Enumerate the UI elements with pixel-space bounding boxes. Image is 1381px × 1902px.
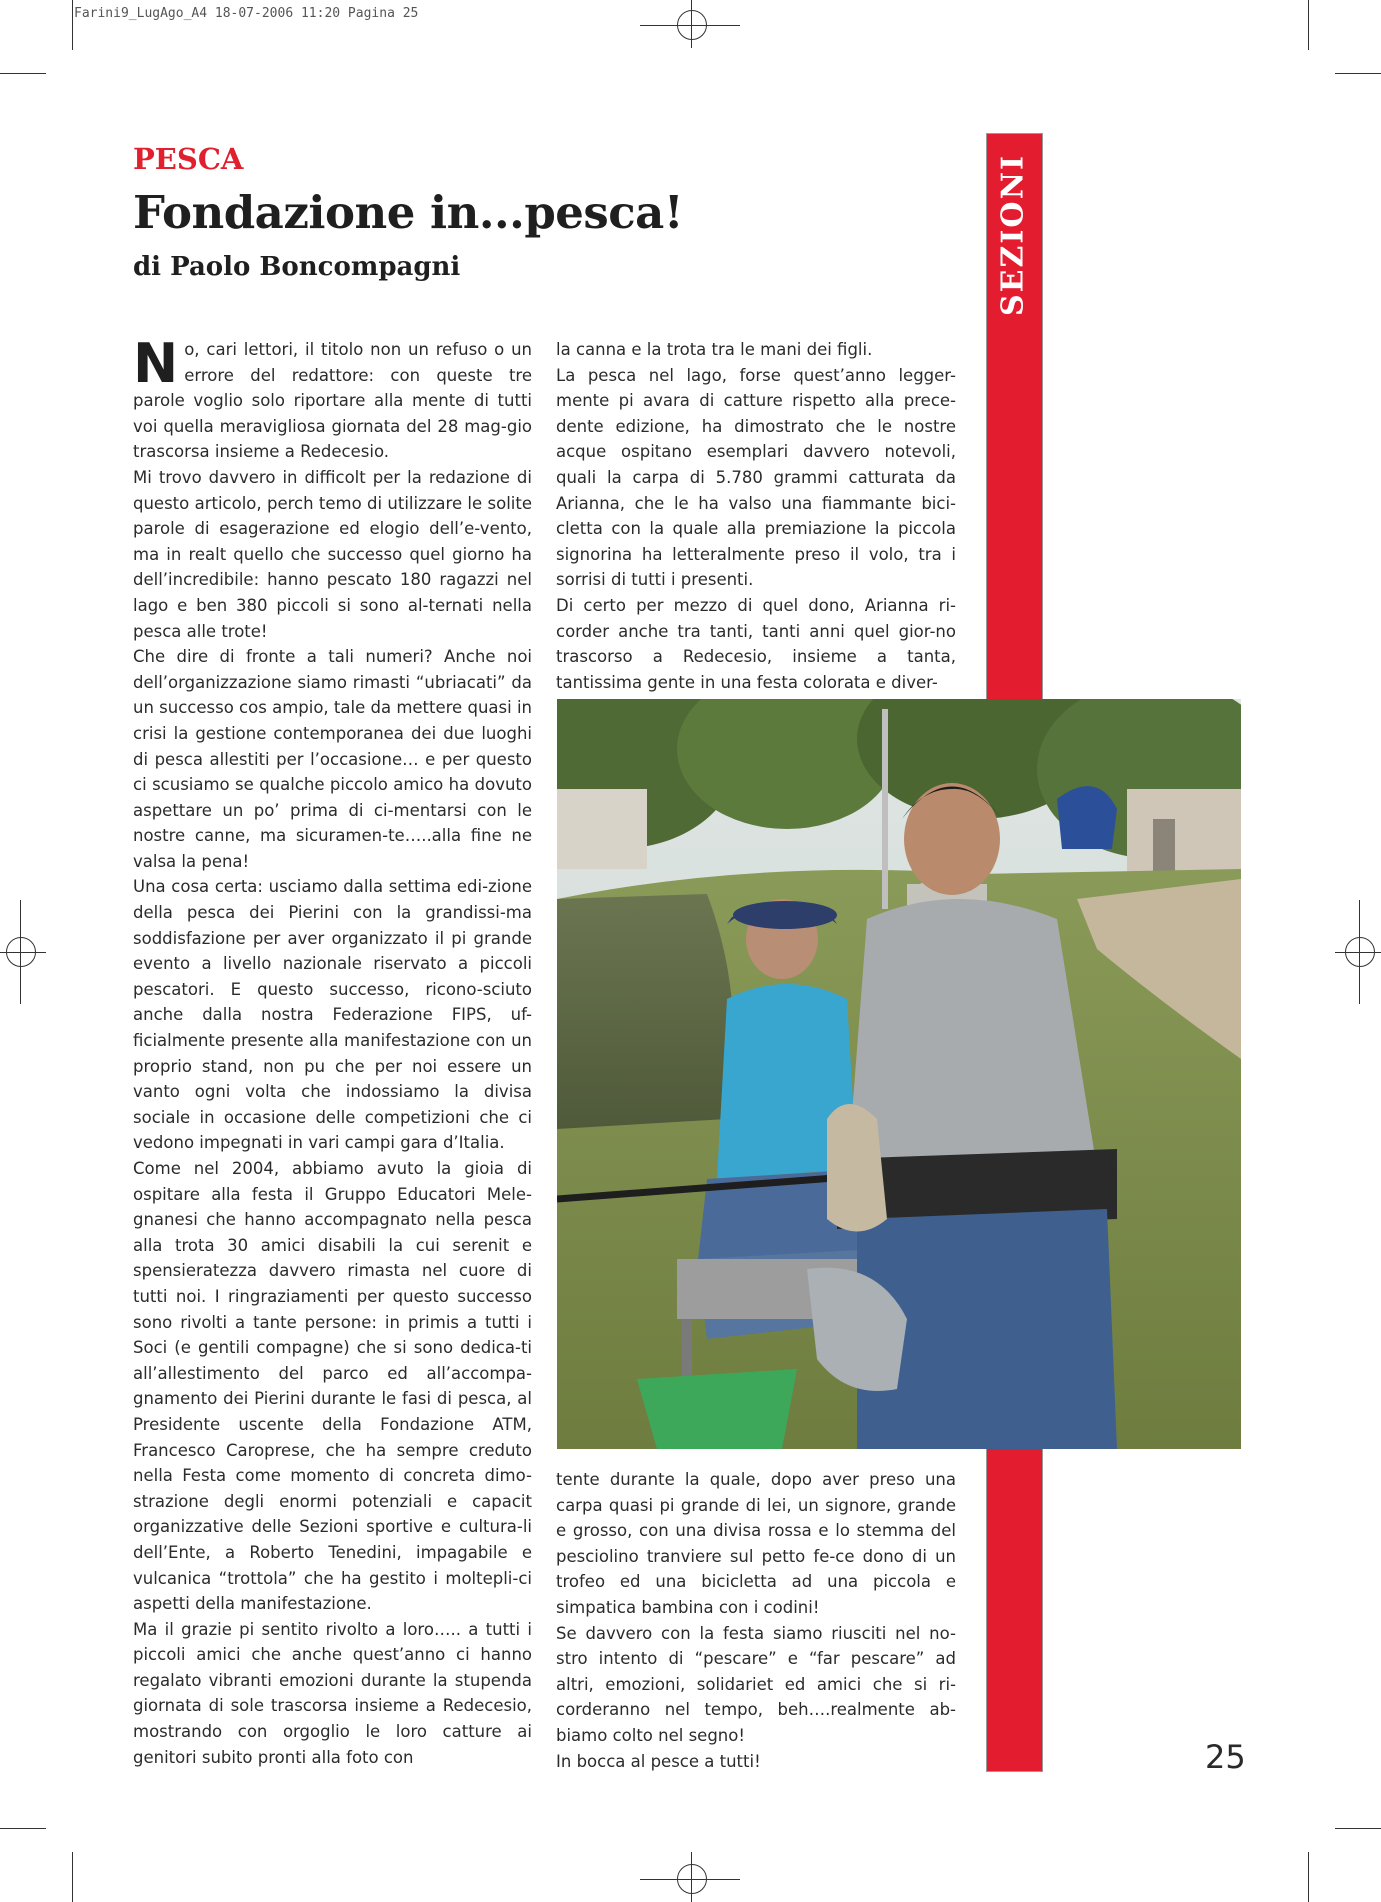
section-label: PESCA (133, 142, 244, 176)
article-paragraph: tente durante la quale, dopo aver preso una carpa quasi pi grande di lei, un signore, grande e grosso, con una divisa rossa e lo stemma del pesciolino tranviere sul petto fe-ce dono di un trofeo ed una bicicletta ad una piccola e simpatica bambina con i codini! (556, 1470, 956, 1617)
article-paragraph: Ma il grazie pi sentito rivolto a loro….. a tutti i piccoli amici che anche quest’anno ci hanno regalato vibranti emozioni durante la stupenda giornata di sole trascorsa insieme a Redecesio, mostrando con orgoglio le loro catture ai genitori subito pronti alla foto con (133, 1619, 532, 1767)
crop-mark-tr-v (1308, 0, 1309, 50)
article-paragraph: Come nel 2004, abbiamo avuto la gioia di ospitare alla festa il Gruppo Educatori Mele-gnanesi che hanno accompagnato nella pesca alla trota 30 amici disabili la cui serenit e spensieratezza davvero rimasta nel cuore di tutti noi. I ringraziamenti per questo successo sono rivolti a tante persone: in primis a tutti i Soci (e gentili compagne) che si sono dedica-ti all’allestimento del parco ed all’accompa-gnamento dei Pierini durante le fasi di pesca, al Presidente uscente della Fondazione ATM, Francesco Caroprese, che ha sempre creduto nella Festa come momento di concreta dimo-strazione degli enormi potenziali e capacit organizzative delle Sezioni sportive e cultura-li dell’Ente, a Roberto Tenedini, impagabile e vulcanica “trottola” che ha gestito i moltepli-ci aspetti della manifestazione. (133, 1159, 532, 1614)
printer-slug: Farini9_LugAgo_A4 18-07-2006 11:20 Pagina 25 (74, 6, 419, 21)
article-column-right-bottom (556, 1467, 956, 1774)
article-column-left (133, 332, 532, 1770)
crop-mark-tr-h (1335, 73, 1381, 74)
article-byline: di Paolo Boncompagni (133, 252, 461, 282)
page-number: 25 (1205, 1738, 1246, 1776)
side-label: SEZIONI (995, 153, 1031, 317)
article-paragraph: Se davvero con la festa siamo riusciti nel no-stro intento di “pescare” e “far pescare” ad altri, emozioni, solidariet ed amici che si ri-corderanno nel tempo, beh….realmente ab-biamo colto nel segno! (556, 1623, 956, 1745)
fishing-photo-illustration (557, 699, 1241, 1449)
drop-cap: N (133, 332, 179, 395)
article-paragraph: La pesca nel lago, forse quest’anno legger-mente pi avara di catture rispetto alla prece-dente edizione, ha dimostrato che le nostre acque ospitano esemplari davvero notevoli, quali la carpa di 5.780 grammi catturata da Arianna, che le ha valso una fiammante bici-cletta con la quale alla premiazione la piccola signorina ha letteralmente preso il volo, tra i sorrisi di tutti i presenti. (556, 365, 956, 590)
article-paragraph: la canna e la trota tra le mani dei figli. (556, 340, 873, 359)
crop-mark-bl-v (72, 1852, 73, 1902)
article-photo (557, 699, 1241, 1449)
crop-mark-br-v (1308, 1852, 1309, 1902)
article-paragraph: Mi trovo davvero in difficolt per la redazione di questo articolo, perch temo di utilizzare le solite parole di esagerazione ed elogio dell’e-vento, ma in realt quello che successo quel giorno ha dell’incredibile: hanno pescato 180 ragazzi nel lago e ben 380 piccoli si sono al-ternati nella pesca alle trote! (133, 467, 532, 641)
crop-mark-bl-h (0, 1828, 46, 1829)
article-paragraph: Che dire di fronte a tali numeri? Anche noi dell’organizzazione siamo rimasti “ubriacati” da un successo cos ampio, tale da mettere quasi in crisi la gestione contemporanea dei due luoghi di pesca allestiti per l’occasione… e per questo ci scusiamo se qualche piccolo amico ha dovuto aspettare un po’ prima di ci-mentarsi con le nostre canne, ma sicuramen-te…..alla fine ne valsa la pena! (133, 647, 532, 871)
article-title: Fondazione in...pesca! (133, 186, 684, 239)
article-paragraph: Di certo per mezzo di quel dono, Arianna ri-corder anche tra tanti, tanti anni quel gior-no trascorso a Redecesio, insieme a tanta, tantissima gente in una festa colorata e diver- (556, 595, 956, 692)
crop-mark-tl-h (0, 73, 46, 74)
article-paragraph: Una cosa certa: usciamo dalla settima edi-zione della pesca dei Pierini con la grandissi-ma soddisfazione per aver organizzato il pi grande evento a livello nazionale riservato a piccoli pescatori. E questo successo, ricono-sciuto anche dalla nostra Federazione FIPS, uf-ficialmente presente alla manifestazione con un proprio stand, non pu che per noi essere un vanto ogni volta che indossiamo la divisa sociale in occasione delle competizioni che ci vedono impegnati in vari campi gara d’Italia. (133, 877, 532, 1153)
article-paragraph: In bocca al pesce a tutti! (556, 1751, 761, 1771)
article-paragraph: No, cari lettori, il titolo non un refuso o un errore del redattore: con queste tre parole voglio solo riportare alla mente di tutti voi quella meravigliosa giornata del 28 mag-gio trascorsa insieme a Redecesio. (133, 332, 532, 462)
crop-mark-tl-v (72, 0, 73, 50)
crop-mark-br-h (1335, 1828, 1381, 1829)
article-column-right-top (556, 337, 956, 695)
